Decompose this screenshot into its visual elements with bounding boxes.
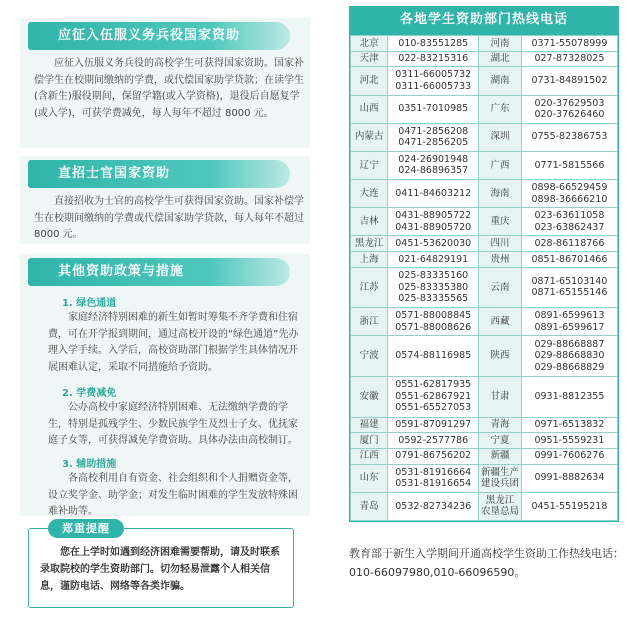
city-cell: 云南 — [479, 267, 522, 308]
city-cell: 江苏 — [351, 267, 388, 308]
tips-label: 郑重提醒 — [48, 519, 124, 538]
city-cell: 浙江 — [351, 308, 388, 336]
city-cell: 河北 — [351, 67, 388, 95]
hotline-row — [351, 464, 618, 492]
phone-cell: 0731-84891502 — [521, 67, 617, 95]
hotline-row — [351, 151, 618, 179]
city-cell: 江西 — [351, 448, 388, 464]
city-cell: 陕西 — [479, 336, 522, 377]
phone-cell: 0531-81916664 0531-81916654 — [388, 464, 479, 492]
phone-cell: 0851-86701466 — [521, 251, 617, 267]
city-cell: 深圳 — [479, 123, 522, 151]
city-cell: 福建 — [351, 417, 388, 433]
phone-cell: 0791-86756202 — [388, 448, 479, 464]
hotline-row — [351, 267, 618, 308]
section3-title: 其他资助政策与措施 — [28, 258, 290, 286]
phone-cell: 0451-53620030 — [388, 236, 479, 252]
city-cell: 天津 — [351, 51, 388, 67]
city-cell: 甘肃 — [479, 376, 522, 417]
phone-cell: 010-83551285 — [388, 36, 479, 52]
city-cell: 黑龙江 — [351, 236, 388, 252]
city-cell: 黑龙江 农垦总局 — [479, 492, 522, 520]
city-cell: 宁夏 — [479, 433, 522, 449]
phone-cell: 022-83215316 — [388, 51, 479, 67]
city-cell: 湖北 — [479, 51, 522, 67]
city-cell: 厦门 — [351, 433, 388, 449]
city-cell: 上海 — [351, 251, 388, 267]
phone-cell: 0551-62817935 0551-62867921 0551-65527053 — [388, 376, 479, 417]
item1-body: 家庭经济特别困难的新生如暂时筹集不齐学费和住宿费，可在开学报到期间，通过高校开设的“绿色通道”先办理入学手续。入学后，高校资助部门根据学生具体情况开展困难认定，采取不同措施给予资助。 — [48, 312, 299, 373]
city-cell: 青海 — [479, 417, 522, 433]
hotline-row — [351, 123, 618, 151]
hotline-row — [351, 448, 618, 464]
city-cell: 贵州 — [479, 251, 522, 267]
hotline-table-title: 各地学生资助部门热线电话 — [349, 6, 619, 34]
ministry-hotline-note: 教育部于新生入学期间开通高校学生资助工作热线电话：010-66097980,010-66096590。 — [349, 547, 624, 579]
city-cell: 四川 — [479, 236, 522, 252]
hotline-row — [351, 36, 618, 52]
city-cell: 内蒙古 — [351, 123, 388, 151]
city-cell: 辽宁 — [351, 151, 388, 179]
city-cell: 新疆 — [479, 448, 522, 464]
phone-cell: 024-26901948 024-86896357 — [388, 151, 479, 179]
hotline-row — [351, 308, 618, 336]
phone-cell: 028-86118766 — [521, 236, 617, 252]
phone-cell: 0571-88008845 0571-88008626 — [388, 308, 479, 336]
phone-cell: 023-63611058 023-63862437 — [521, 208, 617, 236]
phone-cell: 0971-6513832 — [521, 417, 617, 433]
item3-title: 3. 辅助措施 — [62, 459, 117, 470]
hotline-row — [351, 67, 618, 95]
item3-body: 各高校利用自有资金、社会组织和个人捐赠资金等，设立奖学金、助学金；对发生临时困难的学生发放特殊困难补助等。 — [48, 473, 298, 517]
hotline-row — [351, 236, 618, 252]
hotline-table-body — [351, 36, 618, 521]
phone-cell: 0771-5815566 — [521, 151, 617, 179]
item2-title: 2. 学费减免 — [62, 388, 117, 399]
city-cell: 山东 — [351, 464, 388, 492]
city-cell: 广西 — [479, 151, 522, 179]
city-cell: 吉林 — [351, 208, 388, 236]
hotline-row — [351, 492, 618, 520]
left-column — [10, 0, 328, 619]
city-cell: 广东 — [479, 95, 522, 123]
hotline-row — [351, 179, 618, 207]
hotline-row — [351, 208, 618, 236]
phone-cell: 0755-82386753 — [521, 123, 617, 151]
hotline-table — [349, 34, 619, 522]
phone-cell: 0931-8812355 — [521, 376, 617, 417]
city-cell: 北京 — [351, 36, 388, 52]
phone-cell: 025-83335160 025-83335380 025-83335565 — [388, 267, 479, 308]
section1-body: 应征入伍服义务兵役的高校学生可获得国家资助。国家补偿学生在校期间缴纳的学费，或代偿国家助学贷款；在读学生(含新生)服役期间，保留学籍(或入学资格)，退役后自愿复学(或入学)，可获学费减免，每人每年不超过 8000 元。 — [34, 58, 304, 119]
phone-cell: 0311-66005732 0311-66005733 — [388, 67, 479, 95]
phone-cell: 027-87328025 — [521, 51, 617, 67]
hotline-row — [351, 376, 618, 417]
hotline-row — [351, 95, 618, 123]
phone-cell: 0431-88905722 0431-88905720 — [388, 208, 479, 236]
phone-cell: 0991-7606276 — [521, 448, 617, 464]
phone-cell: 0951-5559231 — [521, 433, 617, 449]
phone-cell: 0351-7010985 — [388, 95, 479, 123]
hotline-row — [351, 433, 618, 449]
tips-body: 您在上学时如遇到经济困难需要帮助，请及时联系录取院校的学生资助部门。切勿轻易泄露个人相关信息，谨防电话、网络等各类诈骗。 — [40, 547, 280, 592]
phone-cell: 0991-8882634 — [521, 464, 617, 492]
item2-body: 公办高校中家庭经济特别困难、无法缴纳学费的学生，特别是孤残学生、少数民族学生及烈士子女、优抚家庭子女等，可获得减免学费资助。具体办法由高校制订。 — [48, 402, 298, 446]
hotline-row — [351, 251, 618, 267]
section1-title: 应征入伍服义务兵役国家资助 — [28, 22, 290, 50]
city-cell: 宁波 — [351, 336, 388, 377]
phone-cell: 0592-2577786 — [388, 433, 479, 449]
city-cell: 青岛 — [351, 492, 388, 520]
phone-cell: 0591-87091297 — [388, 417, 479, 433]
city-cell: 新疆生产 建设兵团 — [479, 464, 522, 492]
city-cell: 重庆 — [479, 208, 522, 236]
phone-cell: 0898-66529459 0898-36666210 — [521, 179, 617, 207]
item1-title: 1. 绿色通道 — [62, 298, 117, 309]
hotline-row — [351, 51, 618, 67]
city-cell: 河南 — [479, 36, 522, 52]
phone-cell: 021-64829191 — [388, 251, 479, 267]
city-cell: 大连 — [351, 179, 388, 207]
city-cell: 西藏 — [479, 308, 522, 336]
phone-cell: 0871-65103140 0871-65155146 — [521, 267, 617, 308]
city-cell: 安徽 — [351, 376, 388, 417]
phone-cell: 029-88668887 029-88668830 029-88668829 — [521, 336, 617, 377]
phone-cell: 0371-55078999 — [521, 36, 617, 52]
city-cell: 湖南 — [479, 67, 522, 95]
phone-cell: 0451-55195218 — [521, 492, 617, 520]
hotline-row — [351, 417, 618, 433]
phone-cell: 020-37629503 020-37626460 — [521, 95, 617, 123]
phone-cell: 0411-84603212 — [388, 179, 479, 207]
section2-body: 直接招收为士官的高校学生可获得国家资助。国家补偿学生在校期间缴纳的学费或代偿国家助学贷款，每人每年不超过 8000 元。 — [34, 196, 304, 240]
phone-cell: 0471-2856208 0471-2856205 — [388, 123, 479, 151]
section2-title: 直招士官国家资助 — [28, 160, 290, 188]
city-cell: 山西 — [351, 95, 388, 123]
hotline-row — [351, 336, 618, 377]
phone-cell: 0574-88116985 — [388, 336, 479, 377]
phone-cell: 0891-6599613 0891-6599617 — [521, 308, 617, 336]
phone-cell: 0532-82734236 — [388, 492, 479, 520]
city-cell: 海南 — [479, 179, 522, 207]
